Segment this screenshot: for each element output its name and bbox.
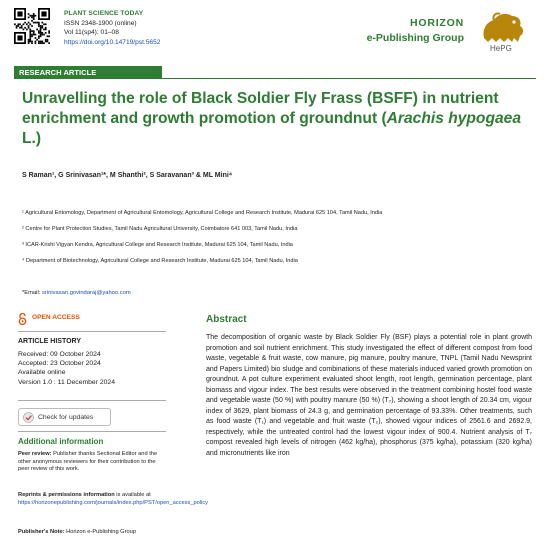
article-type-badge: RESEARCH ARTICLE <box>14 66 162 79</box>
email-link[interactable]: srinivasan.govindaraj@yahoo.com <box>41 290 131 296</box>
logo-text: HePG <box>490 44 512 53</box>
journal-info <box>64 9 160 47</box>
peer-review-label: Peer review: <box>18 451 52 457</box>
reprints-note <box>18 492 209 507</box>
open-access-icon <box>18 312 27 324</box>
article-history <box>18 350 115 387</box>
divider <box>18 331 166 332</box>
publisher-line2: e-Publishing Group <box>366 32 464 44</box>
publisher-logo <box>474 8 530 54</box>
journal-name: PLANT SCIENCE TODAY <box>64 10 144 17</box>
title-species: Arachis hypogaea <box>386 110 522 127</box>
reprints-label: Reprints & permissions information <box>18 492 115 498</box>
online-label: Available online <box>18 369 66 377</box>
publisher-name <box>367 17 464 44</box>
doi-link[interactable]: https://doi.org/10.14719/pst.5652 <box>64 38 161 46</box>
check-updates-label: Check for updates <box>38 413 94 421</box>
header-rule <box>14 78 536 79</box>
divider <box>18 400 166 401</box>
article-title <box>22 89 532 149</box>
open-access-label: OPEN ACCESS <box>32 314 80 321</box>
check-updates-icon <box>23 412 34 423</box>
received-date: Received: 09 October 2024 <box>18 351 101 358</box>
title-end: L.) <box>22 130 42 147</box>
reprints-link[interactable]: https://horizonepublishing.com/journals/index.php/PST/open_access_policy <box>18 499 209 506</box>
author-list: S Raman¹, G Srinivasan¹*, M Shanthi², S Saravanan³ & ML Mini⁴ <box>22 172 233 179</box>
peer-review-note <box>18 451 168 474</box>
journal-issn: ISSN 2348-1900 (online) <box>64 19 137 27</box>
affiliation-3: ³ ICAR-Krishi Vigyan Kendra, Agricultural College and Research Institute, Madurai 625 104, Tamil Nadu, India <box>22 242 293 248</box>
abstract-text: The decomposition of organic waste by Black Soldier Fly (BSF) plays a potential role in plant growth promotion and soil nutrient enrichment. This study investigated the effect of different compost from food waste, vegetable & fruit waste, cow manure, pig manure, poultry manure, TNPL (Tamil Nadu Newsprint and Papers Limited) bio sludge and combinations of these materials induced varied growth promotion on groundnut. A pot culture experiment evaluated shoot length, root length, germination percentage, plant biomass and vigour index. The best results were observed in the treatment combining hostel food waste and vegetable waste (50 %) with poultry manure (50 %) (T₇), showing a shoot length of 20.34 cm, vigour index of 3629, plant biomass of 24.3 g, and germination percentage of 93.33%. Other treatments, such as food waste (T₁) and vegetable and fruit waste (T₂), showed vigour indices of 2561.6 and 2692.9, respectively, while the untreated control had the lowest vigour index of 900.4. Nutrient analysis of T₇ compost revealed high levels of nitrogen (462 kg/ha), phosphorus (375 kg/ha), potassium (320 kg/ha) and micronutrients like iron <box>206 334 532 458</box>
check-updates-button[interactable] <box>18 408 111 426</box>
journal-volume: Vol 11(sp4): 01–08 <box>64 29 119 37</box>
divider <box>18 431 166 432</box>
accepted-date: Accepted: 23 October 2024 <box>18 360 101 368</box>
additional-info-heading: Additional information <box>18 437 104 446</box>
publisher-note-text: Horizon e-Publishing Group <box>64 529 136 535</box>
corresponding-email <box>22 290 131 296</box>
email-label: *Email: <box>22 290 42 296</box>
publisher-note <box>18 529 168 537</box>
publisher-note-label: Publisher's Note: <box>18 529 65 535</box>
publisher-line1: HORIZON <box>409 17 464 29</box>
version-date: Version 1.0 : 11 December 2024 <box>18 378 115 386</box>
abstract-heading: Abstract <box>206 314 247 325</box>
peer-review-text: Publisher thanks Sectional Editor and the other anonymous reviewers for their contribution to the peer review of this work. <box>18 451 158 473</box>
history-heading: ARTICLE HISTORY <box>18 338 82 345</box>
affiliation-4: ⁴ Department of Biotechnology, Agricultural College and Research Institute, Madurai 625 104, Tamil Nadu, India <box>22 258 298 264</box>
title-main: Unravelling the role of Black Soldier Fly Frass (BSFF) in nutrient enrichment and growth promotion of groundnut ( <box>22 90 499 127</box>
qr-code-icon <box>14 8 50 44</box>
reprints-text: is available at <box>114 492 151 498</box>
affiliation-2: ² Centre for Plant Protection Studies, Tamil Nadu Agricultural University, Coimbatore 641 003, Tamil Nadu, India <box>22 226 298 232</box>
affiliation-1: ¹ Agricultural Entomology, Department of Agricultural Entomology, Agricultural College and Research Institute, Madurai 625 104, Tamil Nadu, India <box>22 210 383 216</box>
